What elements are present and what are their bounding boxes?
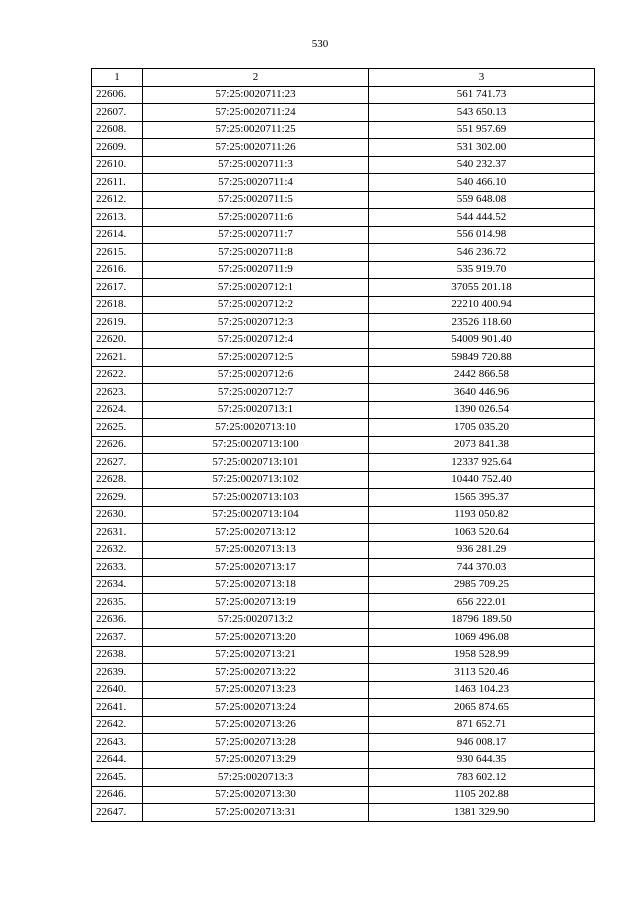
row-index: 22634. xyxy=(92,576,143,594)
table-row xyxy=(92,314,595,332)
table-row xyxy=(92,174,595,192)
cadastral-number: 57:25:0020712:5 xyxy=(143,349,369,367)
row-index: 22644. xyxy=(92,751,143,769)
row-index: 22630. xyxy=(92,506,143,524)
table-row xyxy=(92,629,595,647)
cadastral-value: 10440 752.40 xyxy=(369,471,595,489)
column-header-cadastral-number: 2 xyxy=(143,69,369,87)
cadastral-number: 57:25:0020711:7 xyxy=(143,226,369,244)
cadastral-number: 57:25:0020713:24 xyxy=(143,699,369,717)
table-row xyxy=(92,226,595,244)
table-row xyxy=(92,331,595,349)
row-index: 22621. xyxy=(92,349,143,367)
cadastral-value: 22210 400.94 xyxy=(369,296,595,314)
row-index: 22619. xyxy=(92,314,143,332)
row-index: 22612. xyxy=(92,191,143,209)
row-index: 22607. xyxy=(92,104,143,122)
table-row xyxy=(92,541,595,559)
cadastral-number: 57:25:0020713:3 xyxy=(143,769,369,787)
cadastral-number: 57:25:0020713:31 xyxy=(143,804,369,822)
row-index: 22618. xyxy=(92,296,143,314)
row-index: 22608. xyxy=(92,121,143,139)
row-index: 22636. xyxy=(92,611,143,629)
row-index: 22617. xyxy=(92,279,143,297)
cadastral-number: 57:25:0020712:3 xyxy=(143,314,369,332)
row-index: 22620. xyxy=(92,331,143,349)
cadastral-value: 1105 202.88 xyxy=(369,786,595,804)
cadastral-number: 57:25:0020713:10 xyxy=(143,419,369,437)
table-row xyxy=(92,121,595,139)
cadastral-value: 540 466.10 xyxy=(369,174,595,192)
cadastral-number: 57:25:0020713:21 xyxy=(143,646,369,664)
table-row xyxy=(92,576,595,594)
cadastral-value-table xyxy=(91,68,595,822)
cadastral-number: 57:25:0020713:101 xyxy=(143,454,369,472)
cadastral-number: 57:25:0020711:5 xyxy=(143,191,369,209)
cadastral-value: 1063 520.64 xyxy=(369,524,595,542)
table-row xyxy=(92,104,595,122)
table-row xyxy=(92,734,595,752)
row-index: 22613. xyxy=(92,209,143,227)
row-index: 22629. xyxy=(92,489,143,507)
row-index: 22606. xyxy=(92,86,143,104)
table-row xyxy=(92,506,595,524)
cadastral-number: 57:25:0020713:19 xyxy=(143,594,369,612)
row-index: 22642. xyxy=(92,716,143,734)
table-row xyxy=(92,699,595,717)
cadastral-number: 57:25:0020713:18 xyxy=(143,576,369,594)
row-index: 22635. xyxy=(92,594,143,612)
cadastral-number: 57:25:0020713:1 xyxy=(143,401,369,419)
cadastral-value: 1390 026.54 xyxy=(369,401,595,419)
cadastral-number: 57:25:0020712:4 xyxy=(143,331,369,349)
cadastral-value: 656 222.01 xyxy=(369,594,595,612)
row-index: 22624. xyxy=(92,401,143,419)
cadastral-number: 57:25:0020713:20 xyxy=(143,629,369,647)
cadastral-value: 871 652.71 xyxy=(369,716,595,734)
table-row xyxy=(92,646,595,664)
cadastral-number: 57:25:0020713:12 xyxy=(143,524,369,542)
cadastral-number: 57:25:0020711:8 xyxy=(143,244,369,262)
row-index: 22628. xyxy=(92,471,143,489)
table-row xyxy=(92,401,595,419)
cadastral-value: 2073 841.38 xyxy=(369,436,595,454)
cadastral-number: 57:25:0020713:29 xyxy=(143,751,369,769)
cadastral-value: 561 741.73 xyxy=(369,86,595,104)
table-row xyxy=(92,384,595,402)
table-row xyxy=(92,279,595,297)
row-index: 22640. xyxy=(92,681,143,699)
cadastral-number: 57:25:0020713:17 xyxy=(143,559,369,577)
row-index: 22645. xyxy=(92,769,143,787)
row-index: 22616. xyxy=(92,261,143,279)
row-index: 22614. xyxy=(92,226,143,244)
table-row xyxy=(92,349,595,367)
table-row xyxy=(92,681,595,699)
table-row xyxy=(92,716,595,734)
cadastral-value: 544 444.52 xyxy=(369,209,595,227)
cadastral-number: 57:25:0020713:30 xyxy=(143,786,369,804)
table-row xyxy=(92,436,595,454)
table-row xyxy=(92,244,595,262)
cadastral-value: 3113 520.46 xyxy=(369,664,595,682)
cadastral-value: 783 602.12 xyxy=(369,769,595,787)
cadastral-number: 57:25:0020711:3 xyxy=(143,156,369,174)
cadastral-value: 1193 050.82 xyxy=(369,506,595,524)
cadastral-number: 57:25:0020711:23 xyxy=(143,86,369,104)
cadastral-number: 57:25:0020712:2 xyxy=(143,296,369,314)
cadastral-number: 57:25:0020713:102 xyxy=(143,471,369,489)
cadastral-value: 23526 118.60 xyxy=(369,314,595,332)
cadastral-value: 18796 189.50 xyxy=(369,611,595,629)
table-row xyxy=(92,139,595,157)
row-index: 22647. xyxy=(92,804,143,822)
table-row xyxy=(92,454,595,472)
table-row xyxy=(92,156,595,174)
cadastral-number: 57:25:0020711:4 xyxy=(143,174,369,192)
row-index: 22646. xyxy=(92,786,143,804)
cadastral-value: 1958 528.99 xyxy=(369,646,595,664)
cadastral-value: 54009 901.40 xyxy=(369,331,595,349)
row-index: 22639. xyxy=(92,664,143,682)
cadastral-value: 1381 329.90 xyxy=(369,804,595,822)
cadastral-number: 57:25:0020712:7 xyxy=(143,384,369,402)
cadastral-value: 1463 104.23 xyxy=(369,681,595,699)
cadastral-value: 1565 395.37 xyxy=(369,489,595,507)
cadastral-value: 535 919.70 xyxy=(369,261,595,279)
cadastral-value: 559 648.08 xyxy=(369,191,595,209)
cadastral-value: 551 957.69 xyxy=(369,121,595,139)
cadastral-value: 2442 866.58 xyxy=(369,366,595,384)
cadastral-value: 543 650.13 xyxy=(369,104,595,122)
cadastral-value: 531 302.00 xyxy=(369,139,595,157)
cadastral-number: 57:25:0020712:6 xyxy=(143,366,369,384)
cadastral-value: 546 236.72 xyxy=(369,244,595,262)
cadastral-value: 556 014.98 xyxy=(369,226,595,244)
column-header-value: 3 xyxy=(369,69,595,87)
cadastral-value: 12337 925.64 xyxy=(369,454,595,472)
cadastral-number: 57:25:0020711:26 xyxy=(143,139,369,157)
cadastral-number: 57:25:0020713:13 xyxy=(143,541,369,559)
row-index: 22626. xyxy=(92,436,143,454)
table-row xyxy=(92,209,595,227)
row-index: 22611. xyxy=(92,174,143,192)
cadastral-value: 1069 496.08 xyxy=(369,629,595,647)
table-row xyxy=(92,471,595,489)
cadastral-number: 57:25:0020713:26 xyxy=(143,716,369,734)
cadastral-number: 57:25:0020713:22 xyxy=(143,664,369,682)
table-row xyxy=(92,664,595,682)
table-row xyxy=(92,611,595,629)
cadastral-number: 57:25:0020711:24 xyxy=(143,104,369,122)
cadastral-value: 59849 720.88 xyxy=(369,349,595,367)
cadastral-number: 57:25:0020713:28 xyxy=(143,734,369,752)
row-index: 22633. xyxy=(92,559,143,577)
cadastral-number: 57:25:0020711:25 xyxy=(143,121,369,139)
table-row xyxy=(92,751,595,769)
cadastral-value: 1705 035.20 xyxy=(369,419,595,437)
table-row xyxy=(92,594,595,612)
cadastral-value: 540 232.37 xyxy=(369,156,595,174)
row-index: 22627. xyxy=(92,454,143,472)
table-row xyxy=(92,191,595,209)
cadastral-number: 57:25:0020713:103 xyxy=(143,489,369,507)
cadastral-value: 37055 201.18 xyxy=(369,279,595,297)
page-number: 530 xyxy=(311,38,329,50)
row-index: 22641. xyxy=(92,699,143,717)
cadastral-number: 57:25:0020713:100 xyxy=(143,436,369,454)
cadastral-value: 3640 446.96 xyxy=(369,384,595,402)
row-index: 22638. xyxy=(92,646,143,664)
table-row xyxy=(92,769,595,787)
cadastral-number: 57:25:0020713:2 xyxy=(143,611,369,629)
cadastral-value: 936 281.29 xyxy=(369,541,595,559)
cadastral-number: 57:25:0020711:9 xyxy=(143,261,369,279)
row-index: 22615. xyxy=(92,244,143,262)
table-row xyxy=(92,261,595,279)
cadastral-number: 57:25:0020711:6 xyxy=(143,209,369,227)
row-index: 22637. xyxy=(92,629,143,647)
row-index: 22622. xyxy=(92,366,143,384)
cadastral-value: 930 644.35 xyxy=(369,751,595,769)
table-row xyxy=(92,366,595,384)
column-header-index: 1 xyxy=(92,69,143,87)
cadastral-number: 57:25:0020712:1 xyxy=(143,279,369,297)
row-index: 22631. xyxy=(92,524,143,542)
table-row xyxy=(92,296,595,314)
row-index: 22625. xyxy=(92,419,143,437)
table-row xyxy=(92,489,595,507)
cadastral-value: 2065 874.65 xyxy=(369,699,595,717)
cadastral-value: 946 008.17 xyxy=(369,734,595,752)
row-index: 22623. xyxy=(92,384,143,402)
cadastral-number: 57:25:0020713:104 xyxy=(143,506,369,524)
table-row xyxy=(92,786,595,804)
row-index: 22610. xyxy=(92,156,143,174)
table-row xyxy=(92,419,595,437)
cadastral-value: 744 370.03 xyxy=(369,559,595,577)
table-row xyxy=(92,559,595,577)
table-row xyxy=(92,804,595,822)
table-row xyxy=(92,86,595,104)
row-index: 22643. xyxy=(92,734,143,752)
table-body xyxy=(92,86,595,821)
table-row xyxy=(92,524,595,542)
table-header-row xyxy=(92,69,595,87)
cadastral-value: 2985 709.25 xyxy=(369,576,595,594)
cadastral-number: 57:25:0020713:23 xyxy=(143,681,369,699)
row-index: 22632. xyxy=(92,541,143,559)
row-index: 22609. xyxy=(92,139,143,157)
